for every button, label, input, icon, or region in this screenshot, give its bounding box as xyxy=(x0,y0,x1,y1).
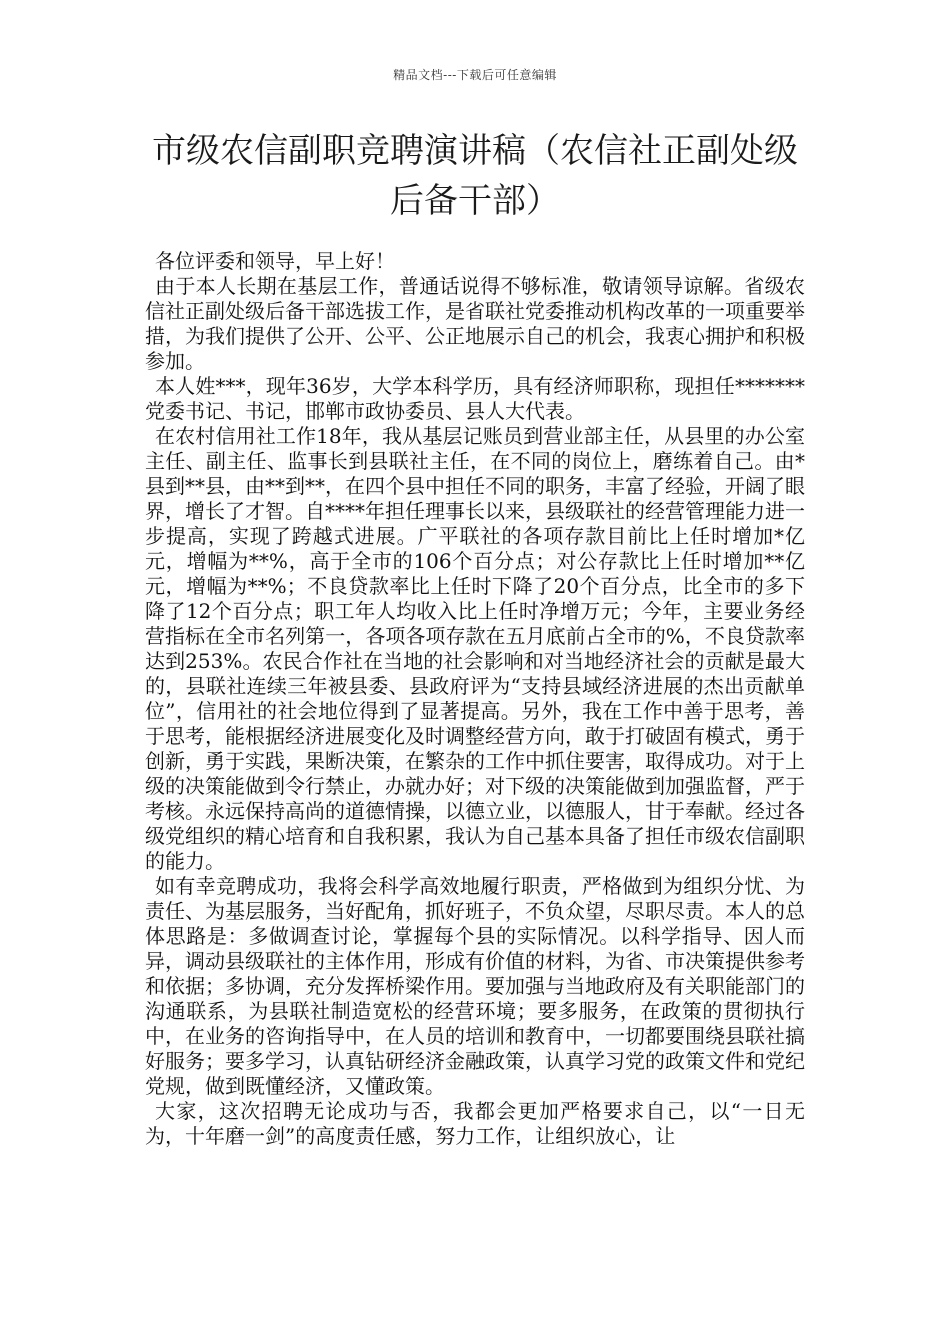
paragraph-experience: 在农村信用社工作18年，我从基层记账员到营业部主任，从县里的办公室主任、副主任、监事长到县联社主任，在不同的岗位上，磨练着自己。由*县到**县，由**到**，在四个县中担任不同的职务，丰富了经验，开阔了眼界，增长了才智。自****年担任理事长以来，县级联社的经营管理能力进一步提高，实现了跨越式进展。广平联社的各项存款目前比上任时增加*亿元，增幅为**%，高于全市的106个百分点；对公存款比上任时增加**亿元，增幅为**%；不良贷款率比上任时下降了20个百分点，比全市的多下降了12个百分点；职工年人均收入比上任时净增万元；今年，主要业务经营指标在全市名列第一，各项各项存款在五月底前占全市的%，不良贷款率达到253%。农民合作社在当地的社会影响和对当地经济社会的贡献是最大的，县联社连续三年被县委、县政府评为“支持县域经济进展的杰出贡献单位”，信用社的社会地位得到了显著提高。另外，我在工作中善于思考，善于思考，能根据经济进展变化及时调整经营方向，敢于打破固有模式，勇于创新，勇于实践，果断决策，在繁杂的工作中抓住要害，取得成功。对于上级的决策能做到令行禁止，办就办好；对下级的决策能做到加强监督，严于考核。永远保持高尚的道德情操，以德立业，以德服人，甘于奉献。经过各级党组织的精心培育和自我积累，我认为自己基本具备了担任市级农信副职的能力。 xyxy=(145,424,805,873)
paragraph-plan: 如有幸竞聘成功，我将会科学高效地履行职责，严格做到为组织分忧、为责任、为基层服务，当好配角，抓好班子，不负众望，尽职尽责。本人的总体思路是：多做调查讨论，掌握每个县的实际情况。以科学指导、因人而异，调动县级联社的主体作用，形成有价值的材料，为省、市决策提供参考和依据；多协调，充分发挥桥梁作用。要加强与当地政府及有关职能部门的沟通联系，为县联社制造宽松的经营环境；要多服务，在政策的贯彻执行中，在业务的咨询指导中，在人员的培训和教育中，一切都要围绕县联社搞好服务；要多学习，认真钻研经济金融政策，认真学习党的政策文件和党纪党规，做到既懂经济，又懂政策。 xyxy=(145,874,805,1098)
document-title: 市级农信副职竞聘演讲稿（农信社正副处级后备干部） xyxy=(152,131,798,221)
paragraph-greeting: 各位评委和领导，早上好！ xyxy=(155,249,395,273)
paragraph-intro: 由于本人长期在基层工作，普通话说得不够标准，敬请领导谅解。省级农信社正副处级后备干部选拔工作，是省联社党委推动机构改革的一项重要举措，为我们提供了公开、公平、公正地展示自己的机会，我衷心拥护和积极参加。 xyxy=(145,274,805,373)
document-body xyxy=(145,249,805,1149)
page-header: 精品文档---下载后可任意编辑 xyxy=(393,68,557,82)
paragraph-closing: 大家，这次招聘无论成功与否，我都会更加严格要求自己，以“一日无为，十年磨一剑”的高度责任感，努力工作，让组织放心，让 xyxy=(145,1099,805,1148)
paragraph-profile: 本人姓***，现年36岁，大学本科学历，具有经济师职称，现担任*******党委书记、书记，邯郸市政协委员、县人大代表。 xyxy=(145,374,805,423)
